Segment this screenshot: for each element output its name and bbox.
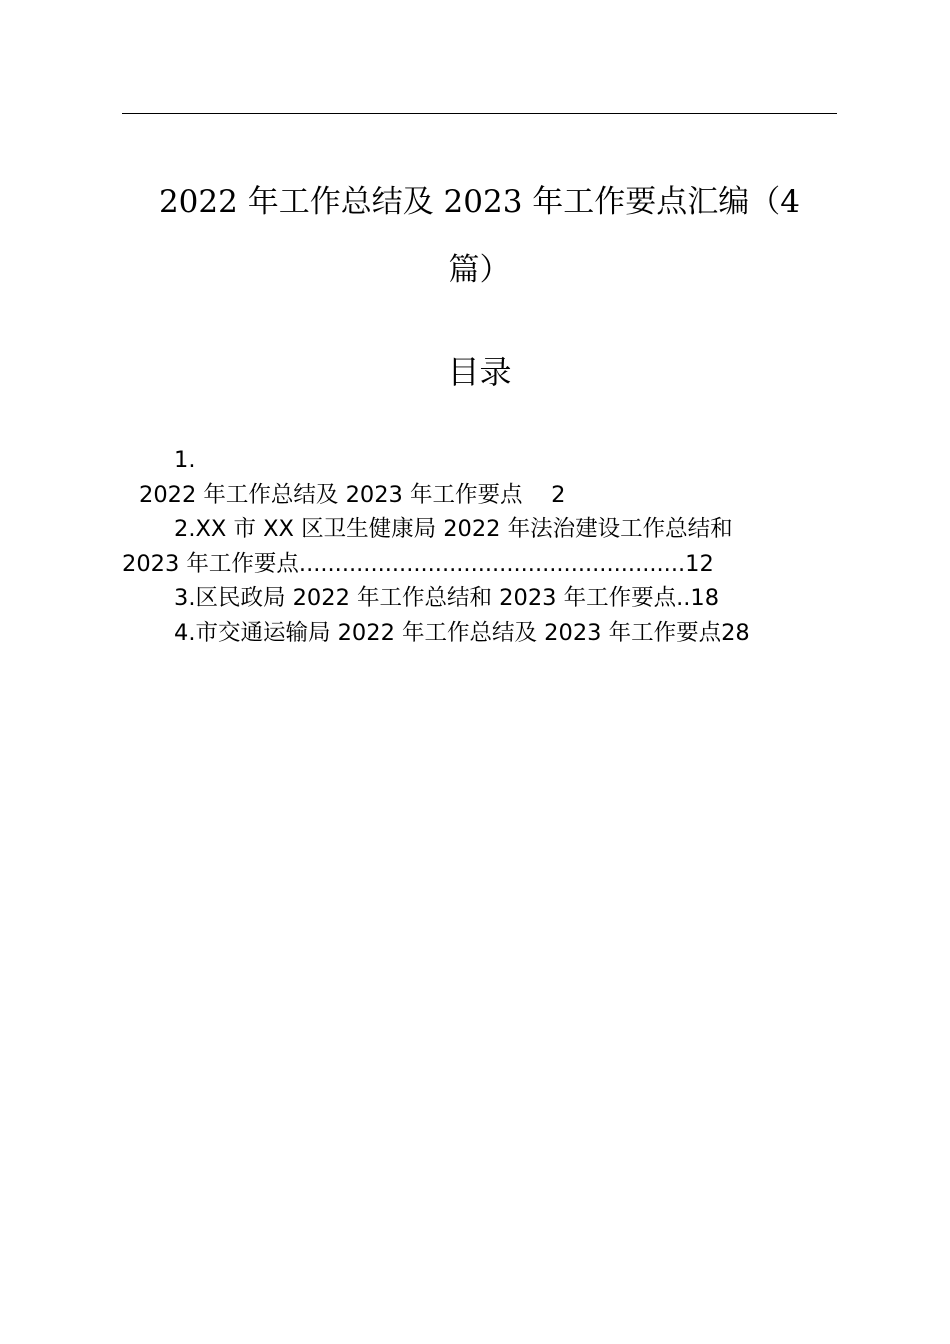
toc-entry-page: 28 [721, 619, 750, 646]
toc-entry-number: 1. [174, 447, 196, 473]
toc-entry-1[interactable] [122, 478, 842, 513]
document-title-line-2: 篇） [448, 252, 511, 288]
toc-entry-text: 2022 年工作总结及 2023 年工作要点 [139, 481, 523, 508]
toc-entry-page: 12 [685, 550, 714, 577]
toc-entry-4[interactable] [122, 616, 842, 651]
toc-entry-3[interactable] [122, 581, 842, 616]
header-rule [122, 113, 837, 114]
toc-leader-dots: ...................................................... [298, 550, 686, 577]
toc-entry-page: 18 [690, 585, 720, 611]
toc-entry-2-line-2[interactable] [122, 547, 842, 582]
toc-entry-page: 2 [551, 481, 566, 508]
document-title-line-1: 2022 年工作总结及 2023 年工作要点汇编（4 [158, 184, 801, 220]
toc-entry-text: 3.区民政局 2022 年工作总结和 2023 年工作要点 [174, 585, 677, 611]
document-title [122, 168, 837, 304]
toc-entry-text: 2023 年工作要点 [122, 550, 299, 577]
toc-entry-2-line-1[interactable] [122, 512, 842, 547]
table-of-contents [122, 443, 842, 650]
toc-entry-1-number[interactable] [122, 443, 842, 478]
toc-entry-text: 2.XX 市 XX 区卫生健康局 2022 年法治建设工作总结和 [174, 516, 733, 542]
toc-heading: 目录 [447, 353, 512, 391]
toc-leader-dots: .. [676, 585, 691, 611]
toc-entry-text: 4.市交通运输局 2022 年工作总结及 2023 年工作要点 [174, 619, 722, 646]
